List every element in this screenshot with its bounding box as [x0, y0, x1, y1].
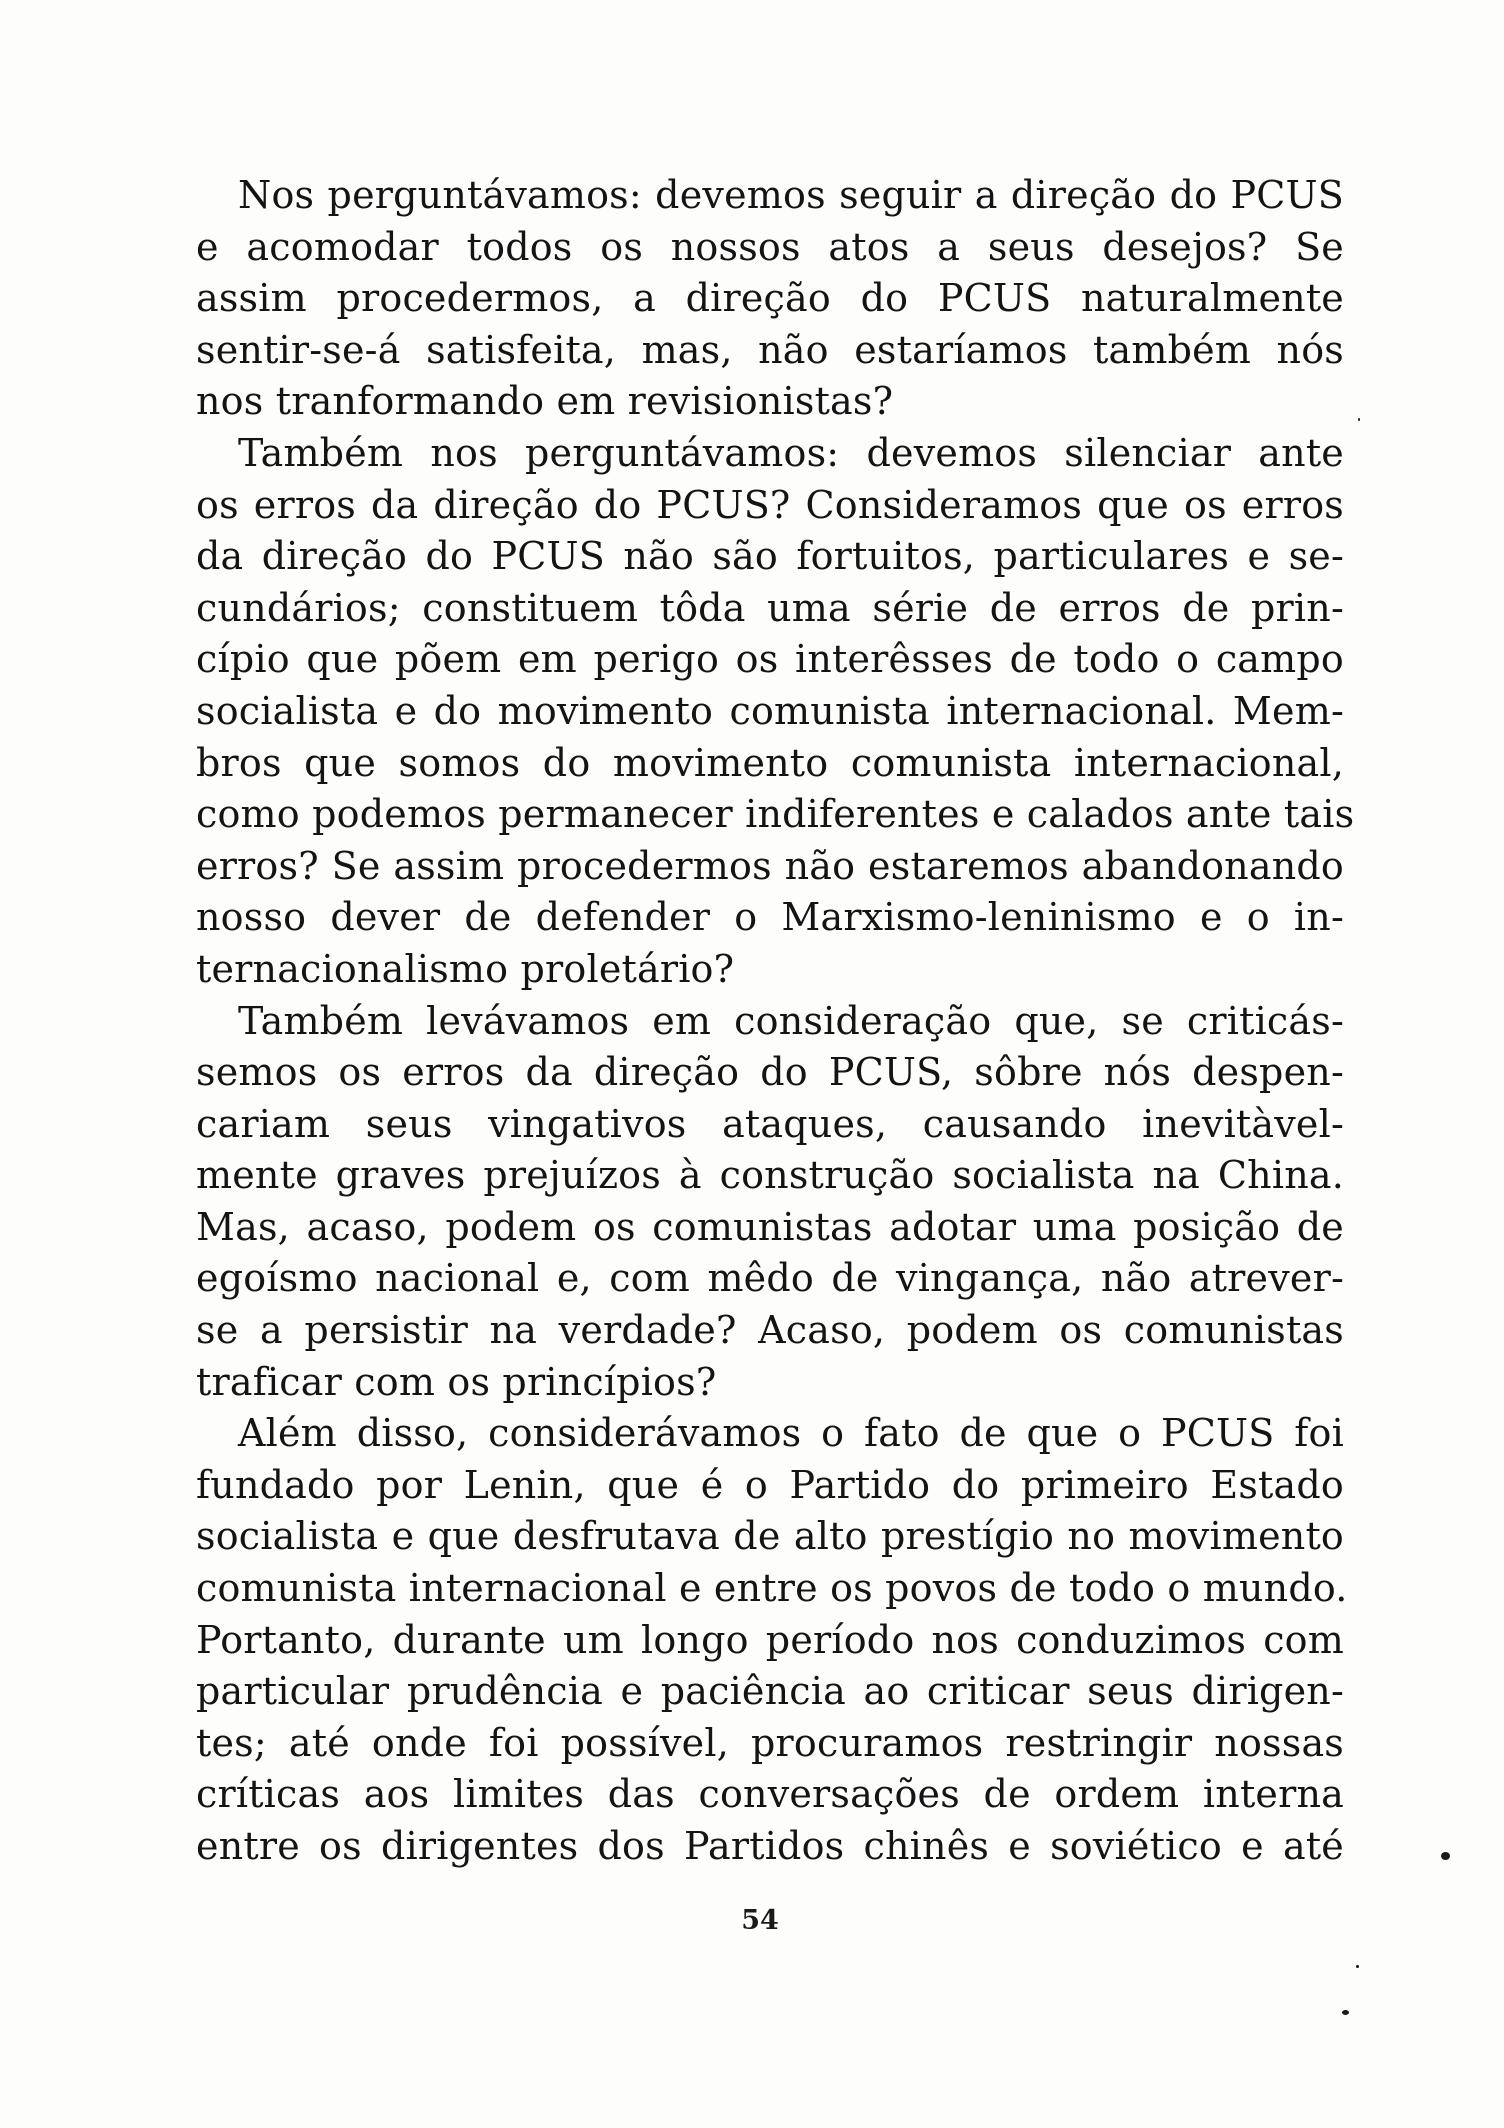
text-line: nos tranformando em revisionistas? — [196, 379, 894, 424]
text-line: fundado por Lenin, que é o Partido do primeiro Estado — [196, 1462, 1344, 1507]
page-number: 54 — [741, 1905, 779, 1936]
text-line: sentir-se-á satisfeita, mas, não estaríamos também nós — [196, 327, 1344, 372]
body-text — [196, 170, 1355, 1873]
ink-speck — [1342, 2010, 1349, 2015]
text-line: comunista internacional e entre os povos de todo o mundo. — [196, 1566, 1348, 1611]
text-line: Mas, acaso, podem os comunistas adotar uma posição de — [196, 1204, 1344, 1249]
text-line: Também nos perguntávamos: devemos silenciar ante — [238, 430, 1344, 475]
text-line: Também levávamos em consideração que, se criticás- — [238, 998, 1344, 1043]
text-line: nosso dever de defender o Marxismo-leninismo e o in- — [196, 895, 1344, 940]
text-line: egoísmo nacional e, com mêdo de vingança, não atrever- — [196, 1256, 1344, 1301]
text-line: cariam seus vingativos ataques, causando inevitàvel- — [196, 1101, 1344, 1146]
text-line: traficar com os princípios? — [196, 1359, 717, 1404]
text-line: ternacionalismo proletário? — [196, 946, 735, 991]
text-line: Portanto, durante um longo período nos conduzimos com — [196, 1617, 1344, 1662]
text-line: e acomodar todos os nossos atos a seus desejos? Se — [196, 224, 1344, 269]
text-line: mente graves prejuízos à construção socialista na China. — [196, 1153, 1344, 1198]
text-line: da direção do PCUS não são fortuitos, particulares e se- — [196, 534, 1344, 579]
ink-speck — [1441, 1852, 1450, 1860]
text-line: particular prudência e paciência ao criticar seus dirigen- — [196, 1669, 1344, 1714]
text-line: Além disso, considerávamos o fato de que o PCUS foi — [238, 1411, 1344, 1456]
text-line: socialista e do movimento comunista internacional. Mem- — [196, 688, 1344, 733]
text-line: como podemos permanecer indiferentes e calados ante tais — [196, 792, 1355, 837]
text-line: se a persistir na verdade? Acaso, podem os comunistas — [196, 1308, 1344, 1353]
text-line: críticas aos limites das conversações de ordem interna — [196, 1772, 1344, 1817]
text-line: socialista e que desfrutava de alto prestígio no movimento — [196, 1514, 1344, 1559]
text-line: os erros da direção do PCUS? Consideramos que os erros — [196, 482, 1344, 527]
text-line: cundários; constituem tôda uma série de erros de prin- — [196, 585, 1344, 630]
ink-speck — [1356, 1965, 1359, 1968]
text-line: semos os erros da direção do PCUS, sôbre nós despen- — [196, 1050, 1344, 1095]
text-line: bros que somos do movimento comunista internacional, — [196, 740, 1344, 785]
text-line: assim procedermos, a direção do PCUS naturalmente — [196, 276, 1344, 321]
text-line: erros? Se assim procedermos não estaremos abandonando — [196, 843, 1344, 888]
text-line: Nos perguntávamos: devemos seguir a direção do PCUS — [238, 173, 1344, 217]
text-line: tes; até onde foi possível, procuramos restringir nossas — [196, 1720, 1344, 1765]
ink-speck — [1358, 418, 1360, 421]
text-line: entre os dirigentes dos Partidos chinês e soviético e até — [196, 1824, 1344, 1868]
text-line: cípio que põem em perigo os interêsses de todo o campo — [196, 637, 1344, 682]
